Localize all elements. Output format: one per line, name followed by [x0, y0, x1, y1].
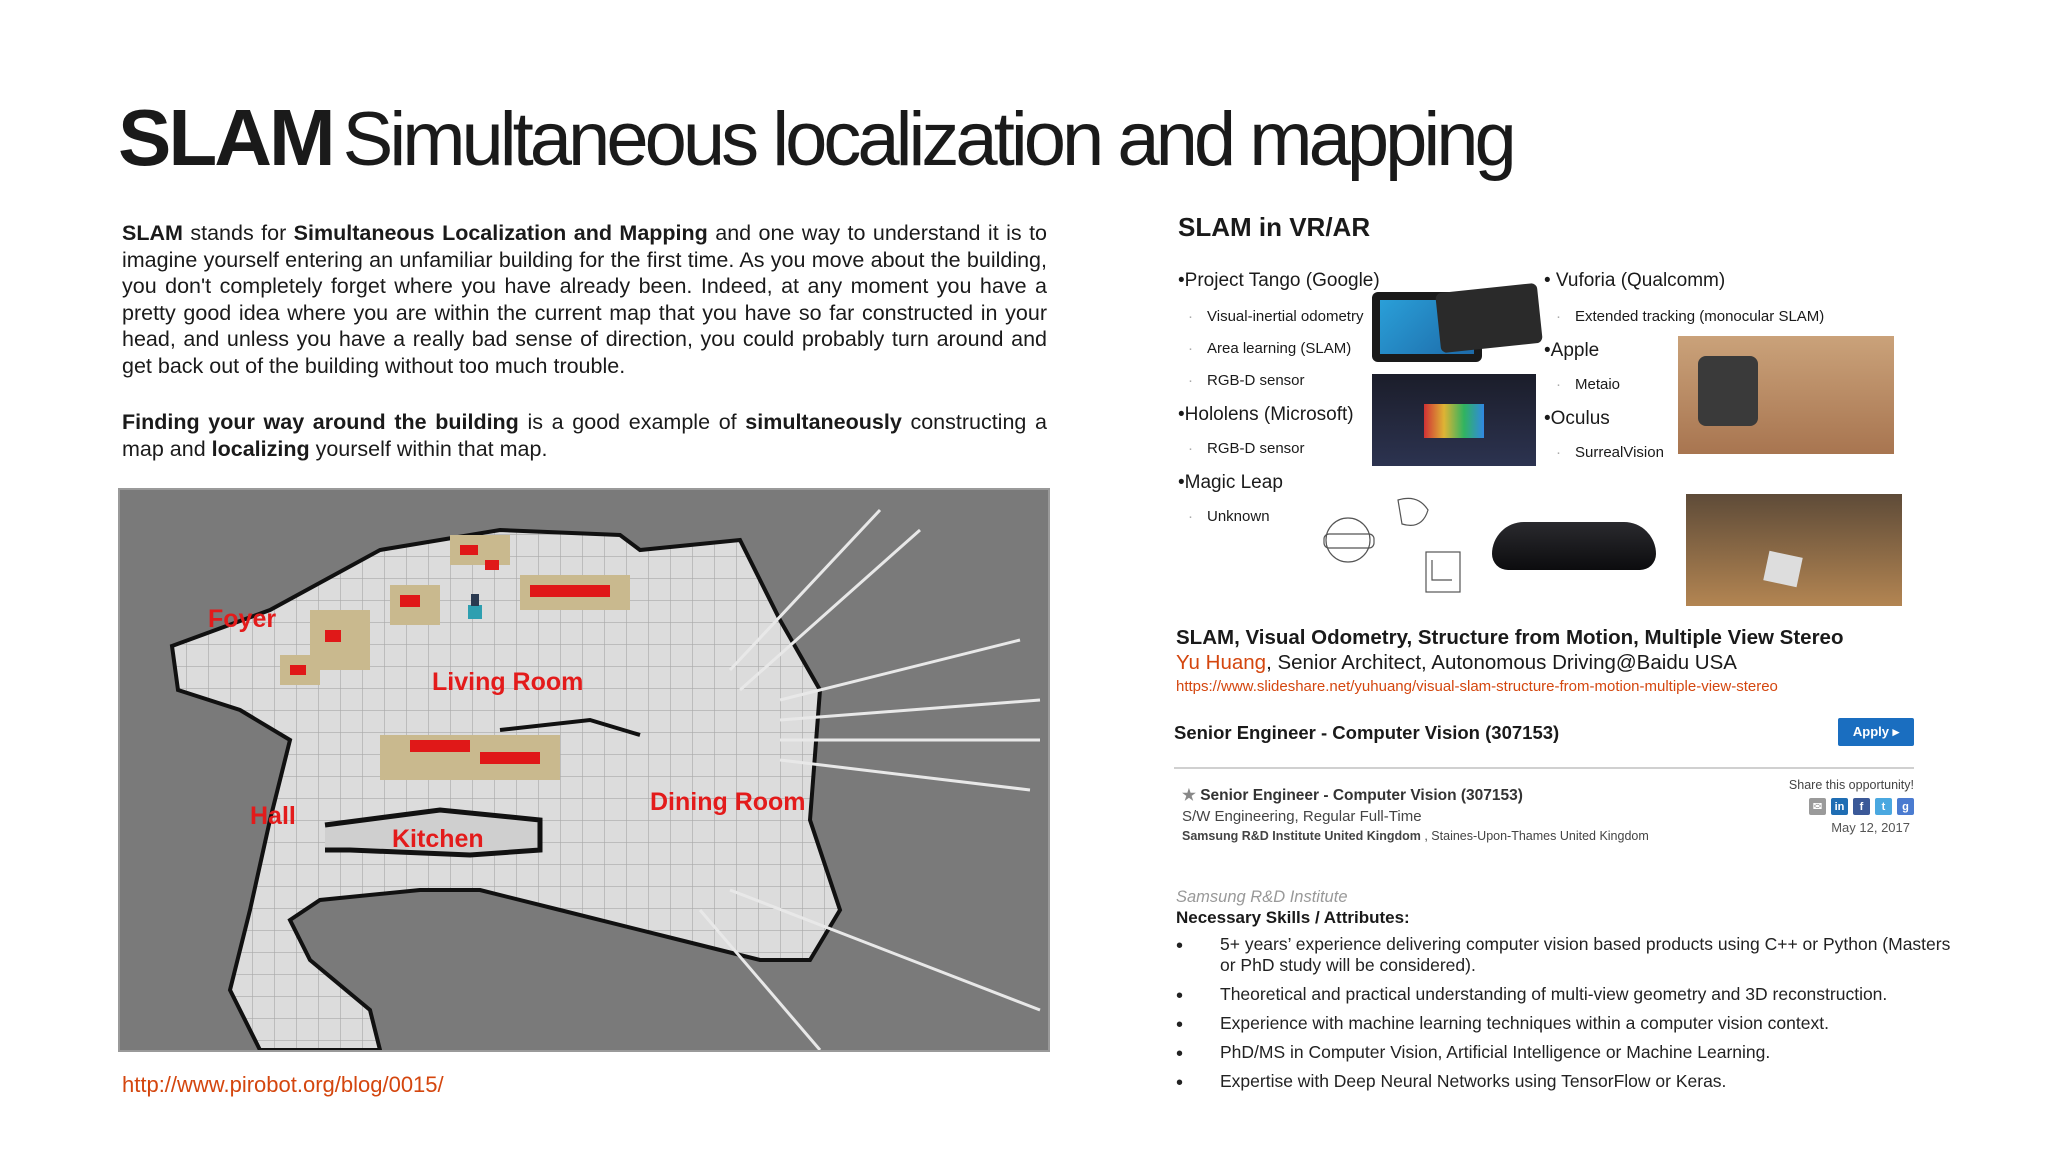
credit-url-link[interactable]: https://www.slideshare.net/yuhuang/visual-slam-structure-from-motion-multiple-view-stereo: [1176, 678, 1778, 695]
apply-button[interactable]: Apply ▸: [1838, 718, 1914, 746]
vr-ar-heading: SLAM in VR/AR: [1178, 212, 1371, 242]
job-org-location: , Staines-Upon-Thames United Kingdom: [1420, 829, 1649, 843]
skills-list: [1176, 934, 1956, 1092]
credit-title: SLAM, Visual Odometry, Structure from Motion, Multiple View Stereo: [1176, 626, 1844, 649]
credit-role: , Senior Architect, Autonomous Driving@Baidu USA: [1266, 651, 1737, 674]
slide-title: [118, 93, 1513, 182]
para1-term-expansion: Simultaneous Localization and Mapping: [293, 221, 708, 245]
job-posting-panel: [1174, 722, 1914, 843]
room-label-foyer: Foyer: [208, 605, 277, 633]
vr-item-apple: •Apple: [1544, 340, 1600, 361]
vr-sub-extended-tracking: · Extended tracking (monocular SLAM): [1578, 308, 1824, 325]
twitter-icon[interactable]: t: [1875, 798, 1892, 815]
occupancy-grid-map-image: [118, 488, 1050, 1052]
vr-sub-surrealvision: · SurrealVision: [1578, 444, 1664, 461]
vr-sub-rgbd-tango: · RGB-D sensor: [1210, 372, 1305, 389]
magic-leap-patent-sketch: [1308, 490, 1468, 602]
share-label: Share this opportunity!: [1788, 778, 1914, 792]
skills-heading: Necessary Skills / Attributes:: [1176, 908, 1410, 927]
skill-item: • PhD/MS in Computer Vision, Artificial Intelligence or Machine Learning.: [1176, 1042, 1956, 1063]
facebook-icon[interactable]: f: [1853, 798, 1870, 815]
linkedin-icon[interactable]: in: [1831, 798, 1848, 815]
vr-sub-visual-inertial: · Visual-inertial odometry: [1210, 308, 1363, 325]
job-header-title: Senior Engineer - Computer Vision (307153): [1174, 722, 1560, 743]
presentation-credit: [1176, 626, 1936, 695]
job-card-subtitle: S/W Engineering, Regular Full-Time: [1182, 808, 1422, 825]
para2-bold-3: localizing: [211, 436, 310, 461]
para2-bold-2: simultaneously: [745, 410, 902, 434]
hololens-depth-image: [1372, 374, 1536, 466]
example-paragraph: [122, 409, 1047, 462]
source-link[interactable]: http://www.pirobot.org/blog/0015/: [122, 1072, 444, 1097]
job-card-org: [1182, 829, 1914, 843]
para1-term: SLAM: [122, 221, 183, 245]
para1-text: stands for: [182, 221, 294, 245]
share-icons: [1809, 798, 1914, 815]
credit-author-line: [1176, 651, 1936, 675]
skill-item: • Expertise with Deep Neural Networks using TensorFlow or Keras.: [1176, 1071, 1956, 1092]
para2-bold-1: Finding your way around the building: [122, 410, 519, 434]
tango-tablet-back-image: [1435, 283, 1543, 353]
para2-text-1: is a good example of: [518, 410, 746, 434]
job-card-title-text: Senior Engineer - Computer Vision (307153): [1200, 787, 1523, 804]
mars-ar-image: [1678, 336, 1894, 454]
room-label-hall: Hall: [250, 802, 296, 830]
job-org-name: Samsung R&D Institute United Kingdom: [1182, 829, 1421, 843]
vr-sub-metaio: · Metaio: [1578, 376, 1620, 393]
title-acronym: SLAM: [118, 93, 333, 182]
mail-icon[interactable]: ✉: [1809, 798, 1826, 815]
room-label-living-room: Living Room: [432, 668, 584, 696]
vr-item-oculus: •Oculus: [1544, 408, 1610, 429]
para2-text-3: yourself within that map.: [309, 436, 548, 461]
job-divider: [1174, 767, 1914, 769]
vr-sub-rgbd-hololens: · RGB-D sensor: [1210, 440, 1305, 457]
skill-item: • 5+ years’ experience delivering computer vision based products using C++ or Python (Masters or PhD study will be considered).: [1176, 934, 1956, 976]
hololens-headset-image: [1486, 508, 1662, 584]
skill-item: • Experience with machine learning techniques within a computer vision context.: [1176, 1013, 1956, 1034]
vuforia-table-image: [1686, 494, 1902, 606]
vr-sub-unknown: · Unknown: [1210, 508, 1270, 525]
para1-text-rest: and one way to understand it is to imagine yourself entering an unfamiliar building for the first time. As you move about the building, you don't completely forget where you have already been. Indeed, at any moment you have a pretty good idea where you are within the current map that you have so far constructed in your head, and unless you have a really bad sense of direction, you could probably turn around and get back out of the building without too much trouble.: [122, 221, 1047, 378]
star-icon[interactable]: ★: [1182, 787, 1201, 804]
skill-item: • Theoretical and practical understanding of multi-view geometry and 3D reconstruction.: [1176, 984, 1956, 1005]
intro-paragraph: [122, 220, 1047, 379]
room-label-dining-room: Dining Room: [650, 788, 806, 816]
vr-item-project-tango: •Project Tango (Google): [1178, 270, 1380, 291]
job-card: [1182, 778, 1914, 843]
vr-item-hololens: •Hololens (Microsoft): [1178, 404, 1354, 425]
skills-org: Samsung R&D Institute: [1176, 888, 1348, 906]
job-date: May 12, 2017: [1831, 820, 1910, 835]
room-label-kitchen: Kitchen: [392, 825, 484, 853]
skills-section: [1176, 888, 1956, 1100]
credit-author: Yu Huang: [1176, 651, 1267, 674]
vr-item-vuforia: • Vuforia (Qualcomm): [1544, 270, 1726, 291]
para2-text-2: constructing a map and: [122, 410, 1047, 461]
slam-vr-ar-panel: [1168, 204, 1908, 604]
title-expansion: Simultaneous localization and mapping: [342, 97, 1513, 182]
google-plus-icon[interactable]: g: [1897, 798, 1914, 815]
vr-item-magic-leap: •Magic Leap: [1178, 472, 1283, 493]
vr-sub-area-learning: · Area learning (SLAM): [1210, 340, 1351, 357]
